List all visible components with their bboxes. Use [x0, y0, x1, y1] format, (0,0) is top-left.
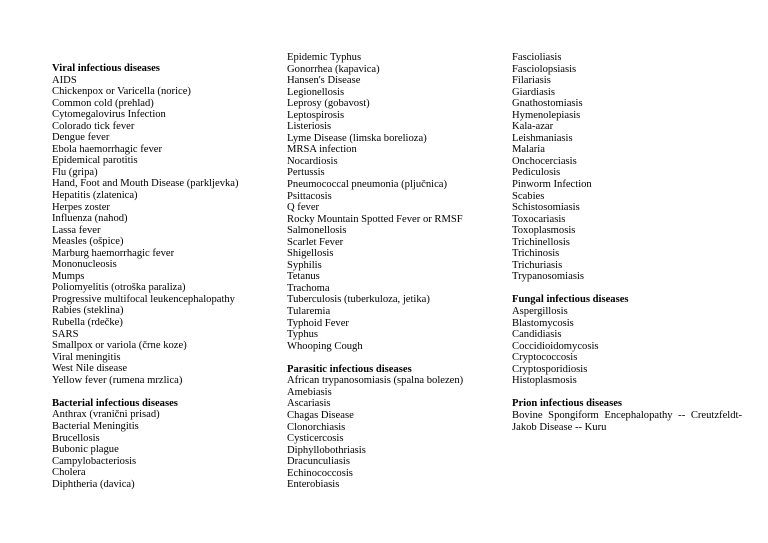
disease-item: Cryptococcosis — [512, 352, 578, 364]
disease-item: Brucellosis — [52, 432, 100, 444]
parasitic-list — [512, 52, 742, 283]
disease-item: Measles (ošpice) — [52, 236, 124, 248]
disease-item: Colorado tick fever — [52, 120, 135, 132]
disease-item: Giardiasis — [512, 86, 555, 98]
disease-item: Onchocerciasis — [512, 155, 577, 167]
disease-item: Diphyllobothriasis — [287, 444, 366, 456]
disease-item: Cytomegalovirus Infection — [52, 109, 166, 121]
disease-item: Aspergillosis — [512, 306, 568, 318]
disease-item: Histoplasmosis — [512, 375, 577, 387]
disease-item: Rocky Mountain Spotted Fever or RMSF — [287, 213, 463, 225]
disease-item: Listeriosis — [287, 121, 332, 133]
disease-item: Epidemic Typhus — [287, 52, 362, 63]
disease-item: West Nile disease — [52, 363, 128, 375]
disease-item: Epidemical parotitis — [52, 155, 138, 167]
disease-item: Lyme Disease (limska borelioza) — [287, 132, 427, 144]
disease-item: Cholera — [52, 467, 86, 479]
disease-item: Q fever — [287, 202, 320, 214]
disease-item: Diphtheria (davica) — [52, 478, 135, 490]
disease-item: Whooping Cough — [287, 340, 363, 352]
disease-item: Common cold (prehlad) — [52, 97, 154, 109]
disease-item: Toxocariasis — [512, 213, 566, 225]
disease-item: Campylobacteriosis — [52, 455, 137, 467]
disease-item: Coccidioidomycosis — [512, 340, 599, 352]
bacterial-heading: Bacterial infectious diseases — [52, 397, 178, 409]
disease-item: Psittacosis — [287, 190, 332, 202]
disease-item: Hansen's Disease — [287, 75, 361, 87]
disease-item: Marburg haemorrhagic fever — [52, 247, 175, 259]
disease-item: Cysticercosis — [287, 433, 344, 445]
disease-item: Clonorchiasis — [287, 421, 346, 433]
disease-item: Influenza (nahod) — [52, 213, 128, 225]
disease-item: Leishmaniasis — [512, 132, 573, 144]
disease-item: Syphilis — [287, 259, 322, 271]
disease-item: Fasciolopsiasis — [512, 63, 577, 75]
viral-list — [52, 75, 277, 387]
disease-item: Anthrax (vranični prisad) — [52, 409, 160, 421]
disease-item: Lassa fever — [52, 224, 101, 236]
disease-item: Cryptosporidiosis — [512, 363, 588, 375]
disease-item: Legionellosis — [287, 86, 345, 98]
disease-item: Dengue fever — [52, 132, 110, 144]
disease-item: Schistosomiasis — [512, 202, 580, 214]
viral-heading: Viral infectious diseases — [52, 63, 160, 74]
disease-item: Trachoma — [287, 282, 330, 294]
disease-item: Shigellosis — [287, 248, 334, 260]
disease-item: Chagas Disease — [287, 409, 354, 421]
disease-item: Candidiasis — [512, 329, 562, 341]
disease-item: Toxoplasmosis — [512, 225, 576, 237]
disease-item: Herpes zoster — [52, 201, 110, 213]
disease-item: Filariasis — [512, 75, 551, 87]
disease-item: Gonorrhea (kapavica) — [287, 63, 380, 75]
disease-item: Pinworm Infection — [512, 179, 592, 191]
disease-item: Trichinellosis — [512, 236, 570, 248]
column-2 — [287, 52, 502, 491]
disease-item: Dracunculiasis — [287, 456, 350, 468]
disease-item: Tetanus — [287, 271, 320, 283]
fungal-list — [512, 306, 742, 387]
parasitic-heading: Parasitic infectious diseases — [287, 363, 412, 375]
disease-item: Typhoid Fever — [287, 317, 349, 329]
prion-text: Bovine Spongiform Encephalopathy -- Creutzfeldt-Jakob Disease -- Kuru — [512, 409, 742, 433]
prion-heading: Prion infectious diseases — [512, 398, 623, 410]
disease-item: Poliomyelitis (otroška paraliza) — [52, 282, 186, 294]
disease-item: Leprosy (gobavost) — [287, 98, 370, 110]
disease-item: Tularemia — [287, 306, 331, 318]
disease-item: Bubonic plague — [52, 444, 119, 456]
disease-item: Flu (gripa) — [52, 166, 98, 178]
disease-item: Viral meningitis — [52, 351, 121, 363]
disease-item: Kala-azar — [512, 121, 554, 133]
disease-item: Yellow fever (rumena mrzlica) — [52, 374, 183, 386]
disease-item: MRSA infection — [287, 144, 357, 156]
disease-item: Trichuriasis — [512, 259, 563, 271]
disease-item: Nocardiosis — [287, 155, 338, 167]
disease-item: Chickenpox or Varicella (norice) — [52, 86, 191, 98]
disease-item: Trichinosis — [512, 248, 560, 260]
disease-item: Progressive multifocal leukencephalopathy — [52, 293, 235, 305]
disease-item: Scabies — [512, 190, 545, 202]
disease-item: Hand, Foot and Mouth Disease (parkljevka) — [52, 178, 239, 190]
disease-item: Echinococcosis — [287, 467, 353, 479]
disease-item: Bacterial Meningitis — [52, 420, 139, 432]
disease-item: Ebola haemorrhagic fever — [52, 143, 162, 155]
disease-item: SARS — [52, 328, 79, 340]
disease-item: Rabies (steklina) — [52, 305, 124, 317]
disease-item: Malaria — [512, 144, 545, 156]
disease-item: Pneumococcal pneumonia (pljučnica) — [287, 179, 448, 191]
disease-item: Enterobiasis — [287, 479, 340, 491]
disease-item: Pertussis — [287, 167, 325, 179]
disease-item: Smallpox or variola (črne koze) — [52, 340, 187, 352]
disease-item: Blastomycosis — [512, 317, 574, 329]
disease-item: Hepatitis (zlatenica) — [52, 190, 138, 202]
disease-item: Salmonellosis — [287, 225, 347, 237]
fungal-heading: Fungal infectious diseases — [512, 294, 629, 306]
disease-item: Fascioliasis — [512, 52, 562, 63]
disease-item: Mumps — [52, 270, 85, 282]
column-3 — [512, 52, 742, 433]
parasitic-list — [287, 375, 502, 490]
bacterial-list — [287, 52, 502, 352]
bacterial-list — [52, 409, 277, 490]
disease-item: Trypanosomiasis — [512, 271, 585, 283]
disease-item: Gnathostomiasis — [512, 98, 583, 110]
disease-item: Tuberculosis (tuberkuloza, jetika) — [287, 294, 430, 306]
disease-item: AIDS — [52, 74, 77, 86]
disease-item: Mononucleosis — [52, 259, 117, 271]
column-1 — [52, 63, 277, 490]
disease-item: African trypanosomiasis (spalna bolezen) — [287, 375, 464, 387]
disease-item: Hymenolepiasis — [512, 109, 581, 121]
disease-item: Typhus — [287, 329, 319, 341]
disease-item: Pediculosis — [512, 167, 561, 179]
disease-item: Ascariasis — [287, 398, 331, 410]
disease-item: Rubella (rdečke) — [52, 317, 123, 329]
disease-item: Amebiasis — [287, 386, 332, 398]
disease-item: Scarlet Fever — [287, 236, 344, 248]
disease-item: Leptospirosis — [287, 109, 345, 121]
